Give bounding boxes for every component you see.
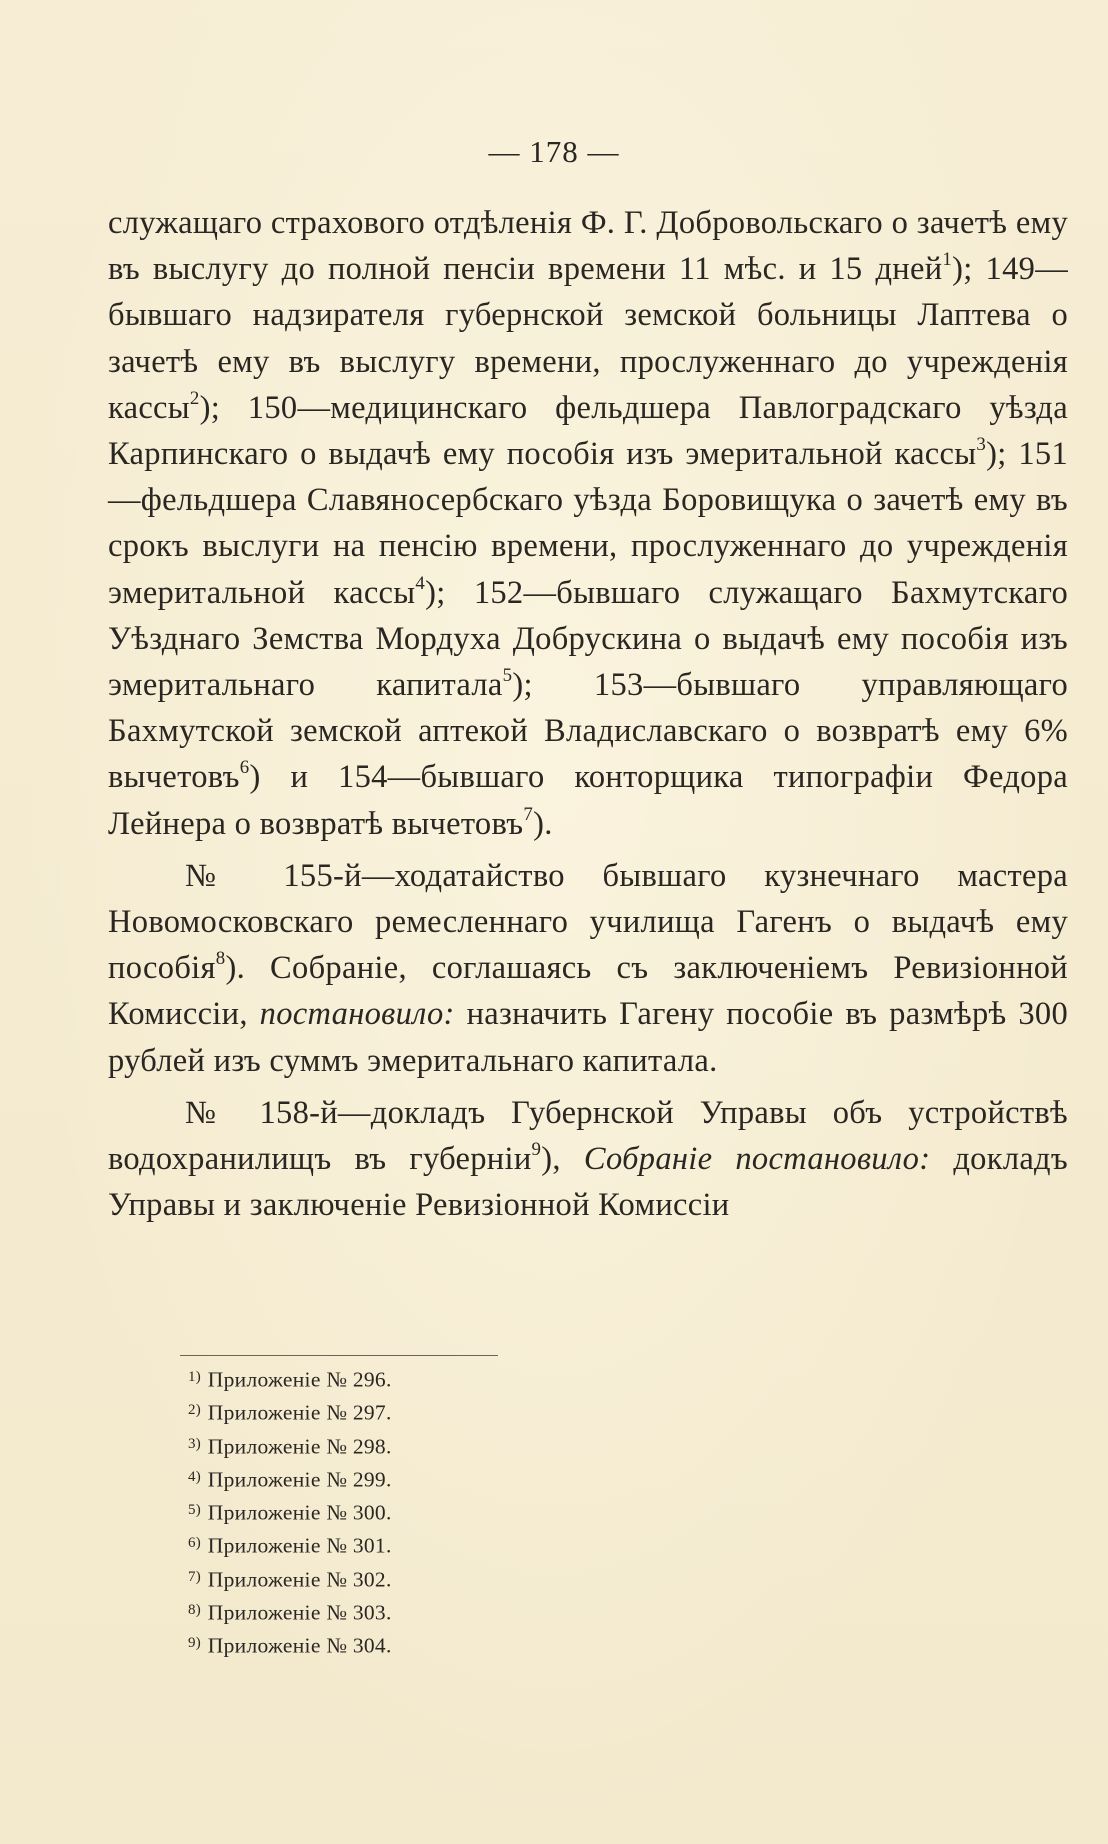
text-run: ) и 154—бывшаго конторщика типографіи Федора Лейнера о возвратѣ вычетовъ — [108, 759, 1068, 842]
footnote-reference: 9 — [531, 1138, 542, 1160]
footnote — [188, 1562, 392, 1595]
footnote-mark: 5) — [188, 1502, 202, 1518]
footnote — [188, 1395, 392, 1428]
footnote-reference: 2 — [189, 387, 200, 409]
text-run: ); 149—бывшаго надзирателя губернской земской больницы Лаптева о зачетѣ ему въ выслугу времени, прослуженнаго до учрежденія кассы — [108, 251, 1068, 426]
text-run: ); 151—фельдшера Славяносербскаго уѣзда Боровищука о зачетѣ ему въ срокъ выслуги на пенсію времени, прослуженнаго до учрежденія эмеритальной кассы — [108, 436, 1069, 611]
paragraph — [108, 200, 1068, 847]
text-run: докладъ Управы и заключеніе Ревизіонной Комиссіи — [108, 1141, 1069, 1224]
footnote-mark: 6) — [188, 1535, 202, 1552]
footnote-text: Приложеніе № 297. — [207, 1400, 392, 1425]
footnote — [188, 1528, 392, 1561]
footnote-reference: 8 — [215, 948, 226, 970]
text-run: № 158-й—докладъ Губернской Управы объ устройствѣ водохранилищъ въ губерніи — [108, 1094, 1068, 1178]
paragraph — [108, 853, 1068, 1084]
footnote-reference: 4 — [415, 572, 426, 594]
page-number: — 178 — — [488, 134, 620, 169]
footnote-mark: 4) — [188, 1468, 202, 1485]
text-run: ). — [533, 805, 553, 842]
text-run: ). Собраніе, соглашаясь съ заключеніемъ Ревизіонной Комиссіи, — [108, 950, 1068, 1033]
footnote-reference: 5 — [502, 664, 513, 686]
footnote-text: Приложеніе № 302. — [207, 1566, 392, 1591]
footnote-divider — [180, 1355, 498, 1356]
text-run: назначить Гагену пособіе въ размѣрѣ 300 рублей изъ суммъ эмеритальнаго капитала. — [108, 996, 1068, 1079]
footnote-reference: 3 — [976, 433, 987, 455]
footnote-text: Приложеніе № 299. — [207, 1467, 392, 1491]
footnotes-list — [188, 1362, 392, 1661]
footnote — [188, 1462, 392, 1495]
footnote-reference: 6 — [239, 757, 250, 779]
footnote-text: Приложеніе № 300. — [207, 1500, 392, 1525]
footnote-mark: 2) — [188, 1402, 202, 1419]
footnote — [188, 1429, 392, 1462]
text-run: № 155-й—ходатайство бывшаго кузнечнаго мастера Новомосковскаго ремесленнаго училища Гагенъ о выдачѣ ему пособія — [108, 857, 1068, 987]
footnote-text: Приложеніе № 304. — [207, 1633, 392, 1658]
text-run: служащаго страхового отдѣленія Ф. Г. Добровольскаго о зачетѣ ему въ выслугу до полной пенсіи времени 11 мѣс. и 15 дней — [108, 205, 1068, 288]
footnote — [188, 1628, 392, 1661]
text-run: ); 150—медицинскаго фельдшера Павлоградскаго уѣзда Карпинскаго о выдачѣ ему пособія изъ эмеритальной кассы — [108, 389, 1068, 473]
footnote-mark: 7) — [188, 1568, 202, 1585]
footnote — [188, 1362, 392, 1395]
emphasized-text: Собраніе постановило: — [583, 1141, 931, 1178]
body-text — [108, 200, 1068, 1228]
footnote-mark: 9) — [188, 1635, 202, 1651]
footnote-mark: 8) — [188, 1601, 202, 1618]
footnote — [188, 1595, 392, 1628]
footnote-mark: 1) — [188, 1369, 202, 1385]
paragraph — [108, 1090, 1068, 1229]
text-run: ); 152—бывшаго служащаго Бахмутскаго Уѣзднаго Земства Мордуха Добрускина о выдачѣ ему пособія изъ эмеритальнаго капитала — [108, 574, 1068, 704]
footnote-reference: 1 — [942, 249, 953, 271]
footnote-text: Приложеніе № 298. — [207, 1433, 392, 1458]
footnote-mark: 3) — [188, 1435, 202, 1452]
text-run: ), — [541, 1141, 584, 1178]
footnote-text: Приложеніе № 301. — [207, 1533, 392, 1558]
emphasized-text: постановило: — [259, 996, 455, 1033]
text-run: ); 153—бывшаго управляющаго Бахмутской земской аптекой Владиславскаго о возвратѣ ему 6% вычетовъ — [108, 667, 1068, 796]
footnote-text: Приложеніе № 303. — [207, 1600, 392, 1624]
footnote-text: Приложеніе № 296. — [207, 1367, 392, 1392]
footnote — [188, 1495, 392, 1528]
footnote-reference: 7 — [523, 803, 534, 825]
